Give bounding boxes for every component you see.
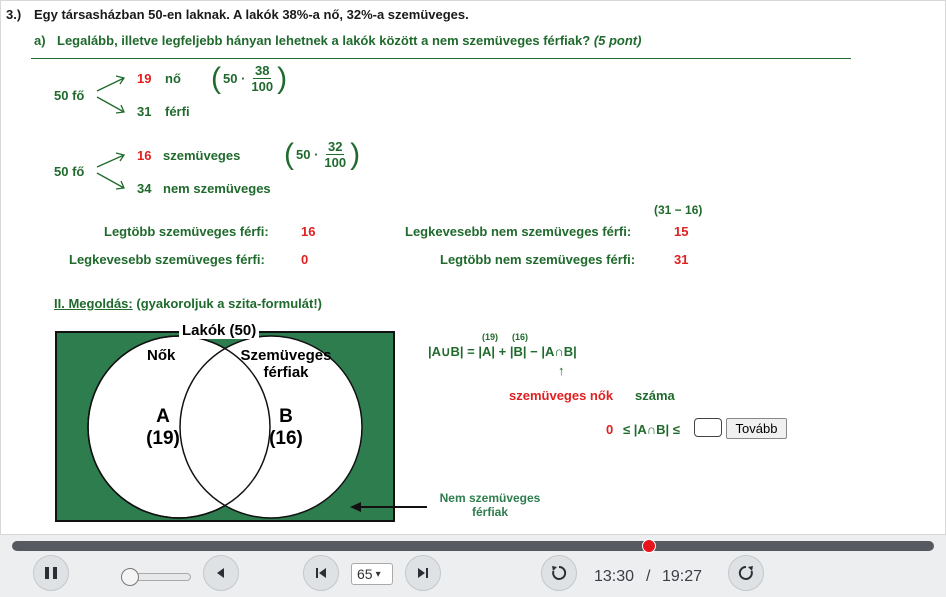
inequality-middle: ≤ |A∩B| ≤	[623, 422, 680, 437]
formula-caption-green: száma	[635, 388, 675, 403]
split2-arrows	[94, 146, 134, 196]
next-chapter-button[interactable]	[405, 555, 441, 591]
venn-a-letter: A	[156, 406, 170, 427]
split1-arrows	[94, 69, 134, 119]
next-button[interactable]: Tovább	[726, 418, 787, 439]
max-noglasses-men-value: 31	[674, 252, 689, 267]
venn-b-count: (16)	[269, 428, 303, 449]
inequality-left: 0	[606, 422, 614, 437]
progress-handle[interactable]	[642, 539, 656, 553]
problem-number: 3.)	[6, 7, 22, 22]
problem-statement: Egy társasházban 50-en laknak. A lakók 38%-a nő, 32%-a szemüveges.	[34, 7, 469, 22]
chevron-down-icon: ▾	[375, 568, 381, 580]
answer-input[interactable]	[694, 418, 722, 437]
venn-set-a-content	[131, 406, 195, 450]
formula-b-annotation: (16)	[512, 332, 529, 342]
refresh-icon	[737, 564, 755, 582]
part-a-question	[57, 33, 641, 49]
max-glasses-men-value: 16	[301, 224, 316, 239]
max-glasses-men-label: Legtöbb szemüveges férfi:	[104, 224, 269, 239]
venn-diagram	[55, 331, 395, 523]
venn-outside-label	[429, 491, 551, 519]
sieve-formula: |A∪B| = |A| + |B| − |A∩B|	[428, 344, 577, 359]
progress-bar[interactable]	[12, 541, 934, 551]
split1-val1: 19	[137, 71, 152, 86]
speed-select[interactable]	[351, 563, 393, 585]
split1-total: 50 fő	[54, 88, 85, 103]
volume-knob[interactable]	[121, 568, 139, 586]
part-a-points: (5 pont)	[593, 33, 642, 48]
split2-total: 50 fő	[54, 164, 85, 179]
solution2-subtitle: (gyakoroljuk a szita-formulát!)	[136, 296, 322, 311]
header-divider	[31, 58, 851, 59]
speaker-icon	[214, 566, 228, 580]
rewind-icon	[550, 564, 568, 582]
formula-arrow: ↑	[558, 363, 565, 378]
venn-set-a-title: Nők	[147, 347, 176, 364]
pause-button[interactable]	[33, 555, 69, 591]
speed-value: 65	[357, 566, 373, 582]
split2-calculation: ( 50 · $\frac{32}{100}$ )	[284, 137, 361, 171]
forward-button[interactable]	[728, 555, 764, 591]
min-glasses-men-label: Legkevesebb szemüveges férfi:	[69, 252, 265, 267]
venn-universe-label: Lakók (50)	[179, 322, 259, 339]
previous-button[interactable]	[303, 555, 339, 591]
part-a-text: Legalább, illetve legfeljebb hányan lehetnek a lakók között a nem szemüveges férfiak?	[57, 33, 591, 48]
skip-forward-icon	[416, 566, 430, 580]
venn-set-b-title	[231, 347, 341, 381]
min-noglasses-men-value: 15	[674, 224, 689, 239]
total-time: 19:27	[662, 568, 703, 585]
formula-a-annotation: (19)	[482, 332, 499, 342]
min-noglasses-men-label: Legkevesebb nem szemüveges férfi:	[405, 224, 632, 239]
venn-outside-label-line2: férfiak	[471, 505, 509, 519]
split1-val2: 31	[137, 104, 152, 119]
video-player-controls	[0, 535, 946, 597]
min-glasses-men-value: 0	[301, 252, 309, 267]
mute-button[interactable]	[203, 555, 239, 591]
part-a-label: a)	[34, 33, 46, 48]
venn-set-b-content	[254, 406, 318, 450]
split2-lab1: szemüveges	[163, 148, 241, 163]
split1-lab1: nő	[165, 71, 181, 86]
venn-set-b-title-line1: Szemüveges	[240, 347, 332, 364]
venn-outside-arrow	[349, 499, 429, 515]
venn-outside-label-line1: Nem szemüveges	[439, 491, 541, 505]
split2-val2: 34	[137, 181, 152, 196]
current-time: 13:30	[594, 568, 635, 585]
split1-lab2: férfi	[165, 104, 190, 119]
bounds-note: (31 − 16)	[654, 203, 703, 217]
venn-a-count: (19)	[146, 428, 180, 449]
formula-caption-red: szemüveges nők	[509, 388, 614, 403]
split1-calculation: ( 50 · $\frac{38}{100}$ )	[211, 61, 288, 95]
venn-b-letter: B	[279, 406, 293, 427]
skip-back-icon	[314, 566, 328, 580]
split2-val1: 16	[137, 148, 152, 163]
venn-set-b-title-line2: férfiak	[263, 364, 309, 381]
pause-icon	[44, 566, 58, 580]
replay-button[interactable]	[541, 555, 577, 591]
solution2-heading	[54, 296, 322, 312]
max-noglasses-men-label: Legtöbb nem szemüveges férfi:	[440, 252, 636, 267]
time-separator: /	[646, 568, 651, 585]
split2-lab2: nem szemüveges	[163, 181, 271, 196]
solution2-title: II. Megoldás:	[54, 296, 133, 311]
